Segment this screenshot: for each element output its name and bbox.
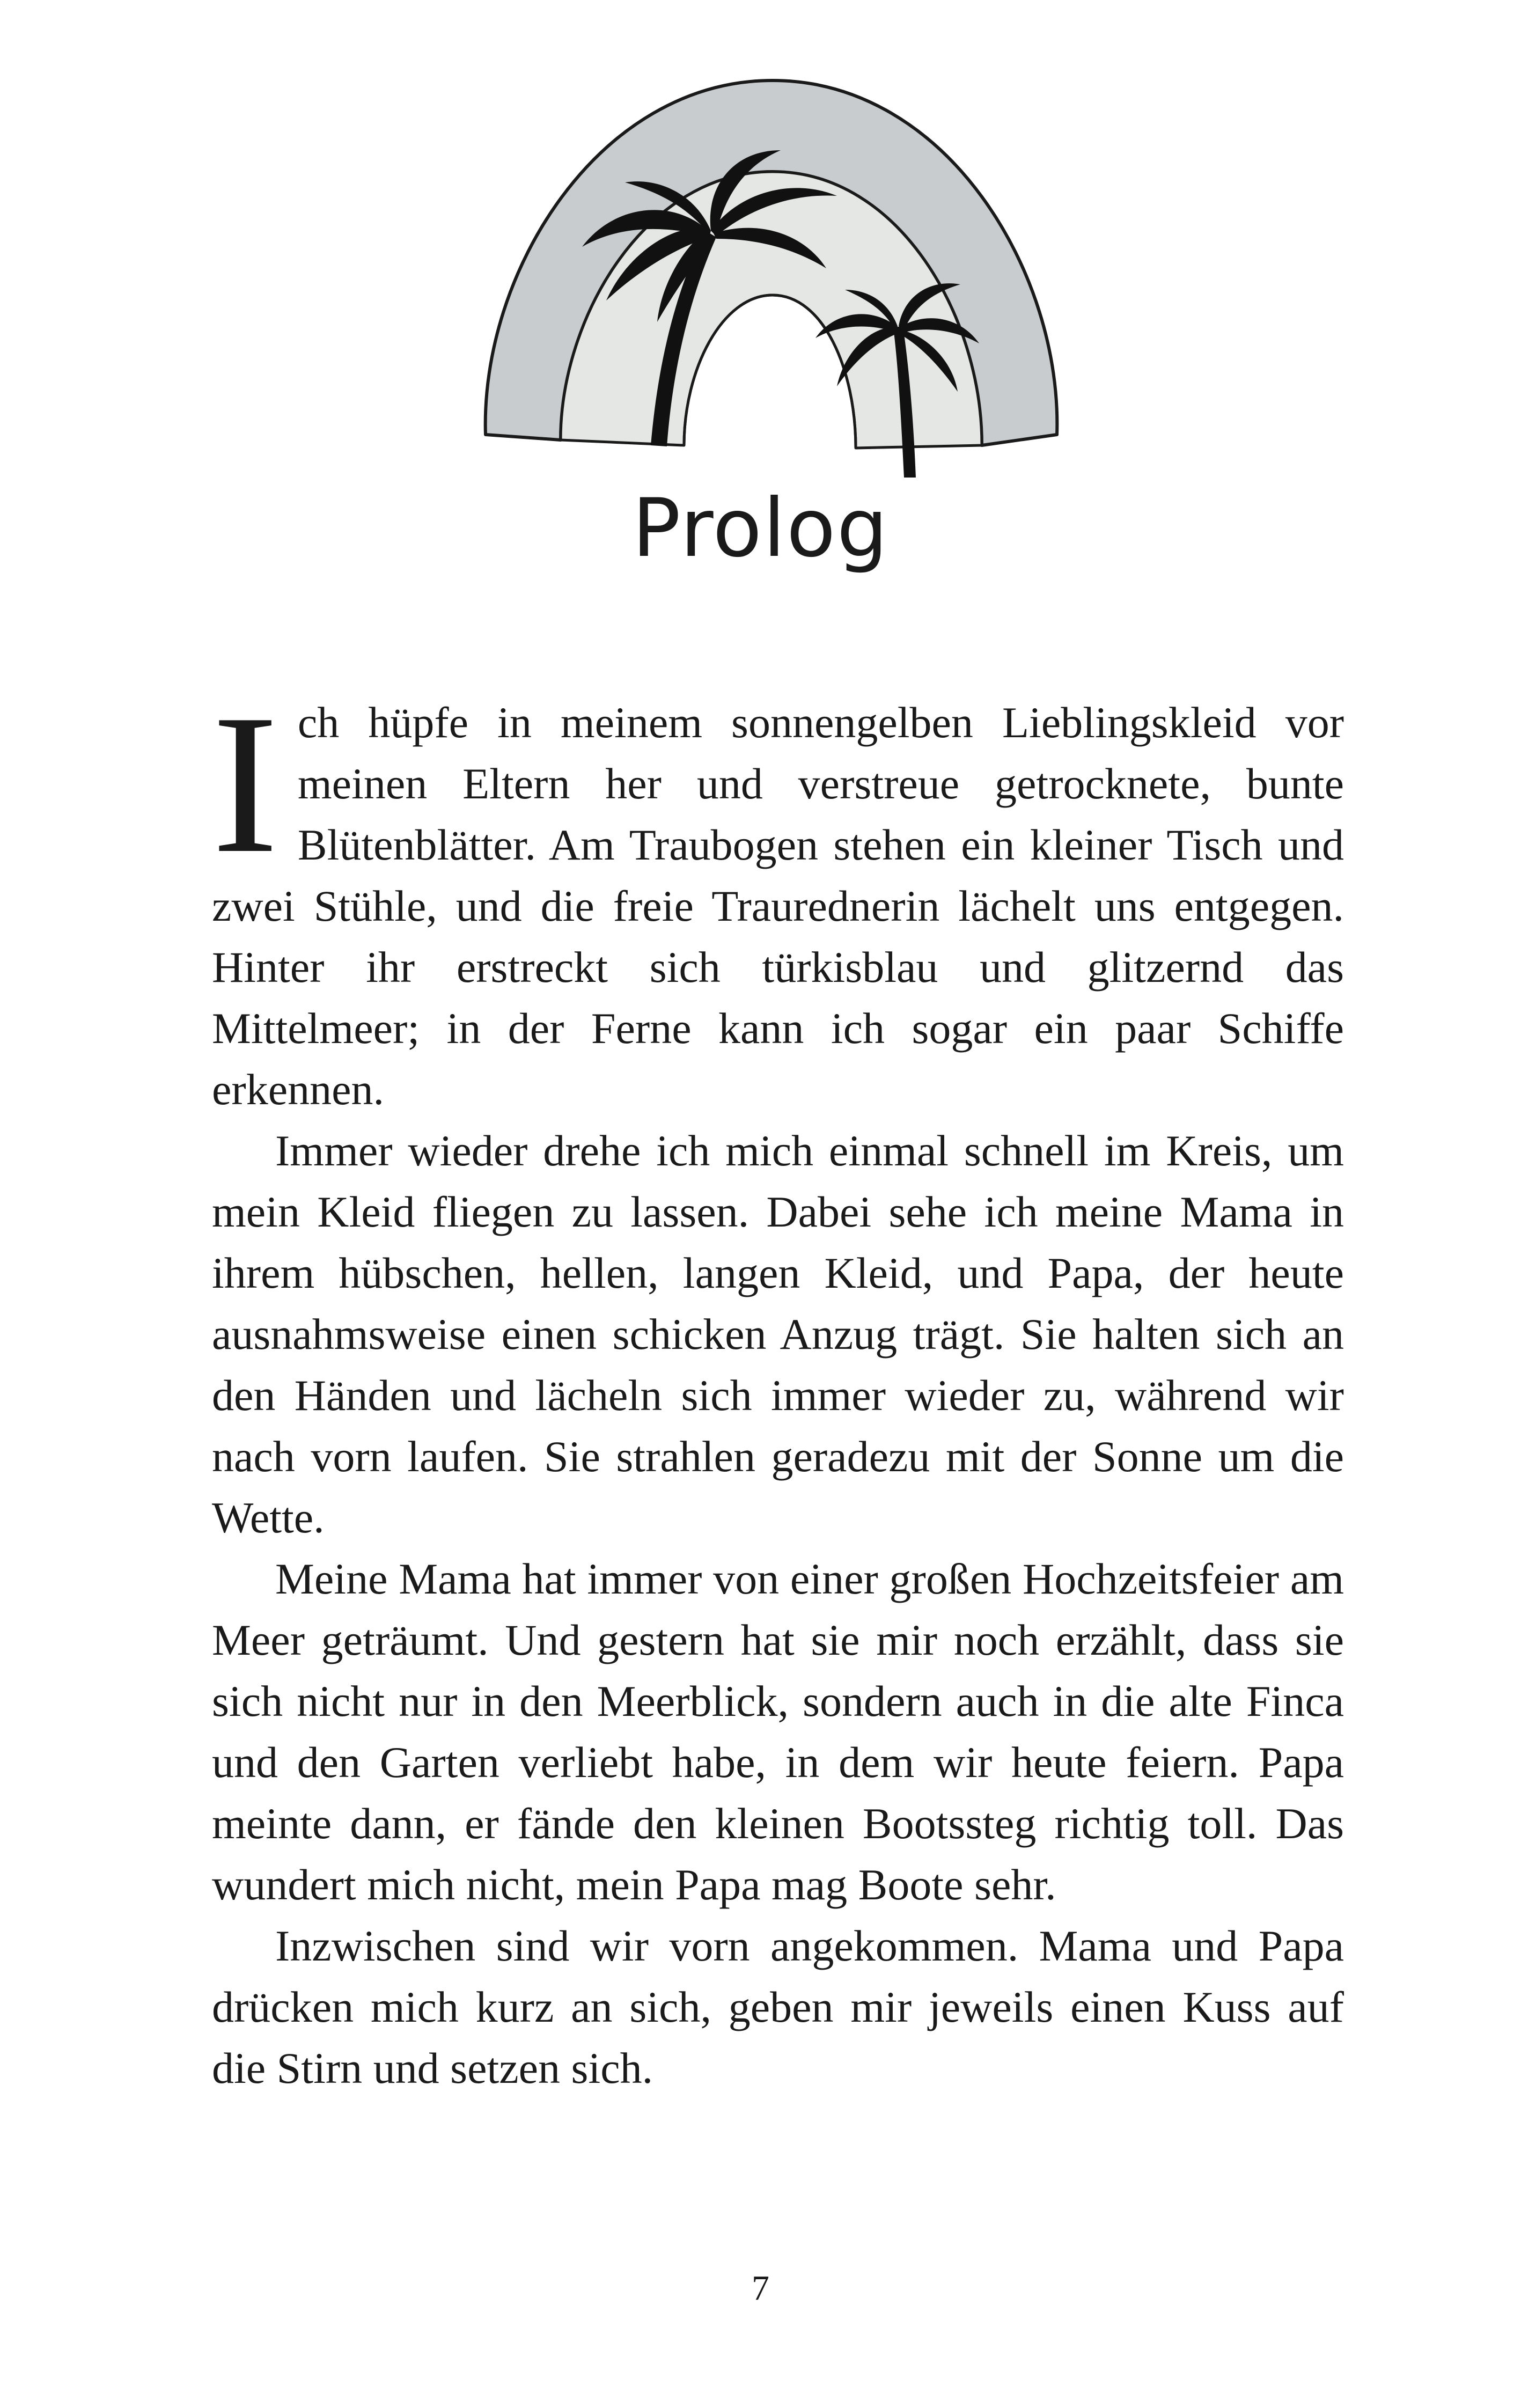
chapter-body	[212, 674, 1344, 2099]
drop-cap: I	[212, 674, 278, 894]
page-number: 7	[752, 2268, 769, 2308]
paragraph-1	[212, 674, 1344, 1120]
chapter-title: Prolog	[632, 482, 889, 575]
paragraph-4: Inzwischen sind wir vorn angekommen. Mama und Papa drücken mich kurz an sich, geben mir jeweils einen Kuss auf die Stirn und setzen sich.	[212, 1921, 1344, 2093]
paragraph-3: Meine Mama hat immer von einer großen Hochzeitsfeier am Meer geträumt. Und gestern hat sie mir noch erzählt, dass sie sich nicht nur in den Meerblick, sondern auch in die alte Finca und den Garten verliebt habe, in dem wir heute feiern. Papa meinte dann, er fände den kleinen Bootssteg richtig toll. Das wundert mich nicht, mein Papa mag Boote sehr.	[212, 1554, 1344, 1909]
paragraph-2: Immer wieder drehe ich mich einmal schnell im Kreis, um mein Kleid fliegen zu lassen. Dabei sehe ich meine Mama in ihrem hübschen, hellen, langen Kleid, und Papa, der heute ausnahmsweise einen schicken Anzug trägt. Sie halten sich an den Händen und lächeln sich immer wieder zu, während wir nach vorn laufen. Sie strahlen geradezu mit der Sonne um die Wette.	[212, 1126, 1344, 1542]
paragraph-1-text: ch hüpfe in meinem sonnengelben Lieblingskleid vor meinen Eltern her und verstreue getrocknete, bunte Blütenblätter. Am Traubogen stehen ein kleiner Tisch und zwei Stühle, und die freie Traurednerin lächelt uns entgegen. Hinter ihr erstreckt sich türkisblau und glitzernd das Mittelmeer; in der Ferne kann ich sogar ein paar Schiffe erkennen.	[212, 698, 1344, 1114]
palm-trees-rainbow-icon	[480, 70, 1065, 478]
